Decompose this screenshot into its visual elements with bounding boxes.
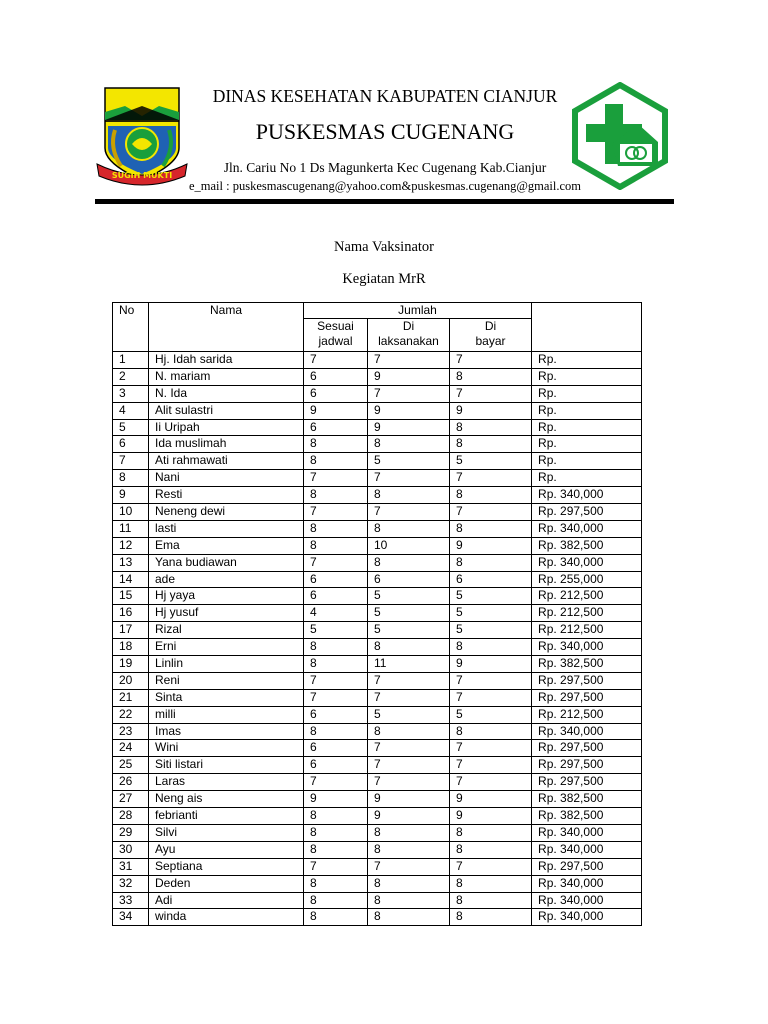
cell-sesuai: 7: [304, 672, 368, 689]
header-sesuai-line2: jadwal: [318, 334, 353, 348]
cell-dilaksanakan: 8: [368, 436, 450, 453]
cell-sesuai: 6: [304, 757, 368, 774]
cell-dibayar: 8: [450, 909, 532, 926]
cell-sesuai: 9: [304, 402, 368, 419]
header-no: No: [113, 303, 149, 352]
header-dibayar-line2: bayar: [475, 334, 506, 348]
table-row: [113, 639, 642, 656]
cell-dibayar: 8: [450, 520, 532, 537]
cell-nama: Hj yaya: [149, 588, 304, 605]
cianjur-crest-logo: [95, 86, 189, 186]
cell-sesuai: 8: [304, 656, 368, 673]
table-row: [113, 858, 642, 875]
cell-nama: Yana budiawan: [149, 554, 304, 571]
cell-no: 1: [113, 352, 149, 369]
cell-no: 24: [113, 740, 149, 757]
header-sesuai-jadwal: [304, 319, 368, 352]
cell-dilaksanakan: 7: [368, 689, 450, 706]
table-row: [113, 656, 642, 673]
table-row: [113, 892, 642, 909]
cell-nama: Hj. Idah sarida: [149, 352, 304, 369]
cell-sesuai: 6: [304, 571, 368, 588]
table-row: [113, 352, 642, 369]
cell-no: 19: [113, 656, 149, 673]
cell-sesuai: 6: [304, 419, 368, 436]
cell-nama: Reni: [149, 672, 304, 689]
cell-no: 12: [113, 537, 149, 554]
cell-dibayar: 7: [450, 858, 532, 875]
cell-nama: Ida muslimah: [149, 436, 304, 453]
cell-dibayar: 5: [450, 706, 532, 723]
cell-sesuai: 7: [304, 470, 368, 487]
cell-no: 27: [113, 791, 149, 808]
cell-no: 23: [113, 723, 149, 740]
cell-sesuai: 4: [304, 605, 368, 622]
cell-sesuai: 8: [304, 892, 368, 909]
table-row: [113, 689, 642, 706]
cell-biaya: Rp. 297,500: [532, 672, 642, 689]
cell-sesuai: 7: [304, 858, 368, 875]
cell-no: 6: [113, 436, 149, 453]
cell-nama: Rizal: [149, 622, 304, 639]
cell-no: 22: [113, 706, 149, 723]
cell-dilaksanakan: 7: [368, 740, 450, 757]
cell-dibayar: 8: [450, 824, 532, 841]
cell-nama: Septiana: [149, 858, 304, 875]
cell-dilaksanakan: 7: [368, 858, 450, 875]
cell-nama: N. Ida: [149, 385, 304, 402]
table-row: [113, 487, 642, 504]
cell-nama: milli: [149, 706, 304, 723]
cell-nama: ade: [149, 571, 304, 588]
table-row: [113, 706, 642, 723]
cell-nama: winda: [149, 909, 304, 926]
cell-dibayar: 7: [450, 352, 532, 369]
cell-no: 16: [113, 605, 149, 622]
activity-title: Kegiatan MrR: [342, 271, 426, 287]
table-row: [113, 740, 642, 757]
cell-dilaksanakan: 5: [368, 588, 450, 605]
table-row: [113, 537, 642, 554]
cell-biaya: Rp. 212,500: [532, 605, 642, 622]
cell-dibayar: 5: [450, 622, 532, 639]
cell-sesuai: 7: [304, 774, 368, 791]
vaccinator-title: Nama Vaksinator: [334, 239, 434, 255]
cell-dibayar: 8: [450, 436, 532, 453]
cell-sesuai: 7: [304, 352, 368, 369]
cell-sesuai: 8: [304, 841, 368, 858]
cell-no: 10: [113, 504, 149, 521]
cell-biaya: Rp. 212,500: [532, 588, 642, 605]
cell-sesuai: 8: [304, 487, 368, 504]
cell-no: 7: [113, 453, 149, 470]
cell-no: 8: [113, 470, 149, 487]
cell-sesuai: 6: [304, 740, 368, 757]
cell-dilaksanakan: 5: [368, 622, 450, 639]
cell-sesuai: 7: [304, 504, 368, 521]
cell-dilaksanakan: 8: [368, 909, 450, 926]
cell-dilaksanakan: 8: [368, 487, 450, 504]
cell-sesuai: 6: [304, 588, 368, 605]
cell-biaya: Rp. 382,500: [532, 656, 642, 673]
cell-biaya: Rp. 297,500: [532, 504, 642, 521]
cell-no: 21: [113, 689, 149, 706]
cell-biaya: Rp. 297,500: [532, 740, 642, 757]
cell-dilaksanakan: 5: [368, 706, 450, 723]
cell-sesuai: 8: [304, 824, 368, 841]
cell-dibayar: 8: [450, 892, 532, 909]
header-nama: Nama: [149, 303, 304, 352]
cell-no: 13: [113, 554, 149, 571]
cell-no: 20: [113, 672, 149, 689]
cell-biaya: Rp. 255,000: [532, 571, 642, 588]
cell-no: 17: [113, 622, 149, 639]
cell-dilaksanakan: 7: [368, 774, 450, 791]
cell-dilaksanakan: 6: [368, 571, 450, 588]
cell-dibayar: 8: [450, 419, 532, 436]
cell-biaya: Rp.: [532, 453, 642, 470]
cell-no: 3: [113, 385, 149, 402]
table-row: [113, 520, 642, 537]
table-row: [113, 909, 642, 926]
cell-dibayar: 7: [450, 470, 532, 487]
cell-no: 2: [113, 368, 149, 385]
cell-no: 30: [113, 841, 149, 858]
cell-dilaksanakan: 9: [368, 808, 450, 825]
cell-sesuai: 6: [304, 385, 368, 402]
cell-sesuai: 8: [304, 537, 368, 554]
cell-biaya: Rp. 297,500: [532, 858, 642, 875]
table-row: [113, 504, 642, 521]
cell-no: 9: [113, 487, 149, 504]
cell-biaya: Rp. 212,500: [532, 706, 642, 723]
table-row: [113, 757, 642, 774]
cell-nama: Ii Uripah: [149, 419, 304, 436]
cell-nama: Silvi: [149, 824, 304, 841]
cell-biaya: Rp. 340,000: [532, 824, 642, 841]
cell-biaya: Rp. 340,000: [532, 892, 642, 909]
cell-nama: Nani: [149, 470, 304, 487]
table-row: [113, 470, 642, 487]
cell-dibayar: 9: [450, 656, 532, 673]
cell-no: 33: [113, 892, 149, 909]
header-dilaksanakan-line1: Di: [402, 319, 415, 333]
cell-biaya: Rp.: [532, 368, 642, 385]
cell-no: 26: [113, 774, 149, 791]
cell-biaya: Rp. 382,500: [532, 808, 642, 825]
cell-dilaksanakan: 8: [368, 639, 450, 656]
cell-dilaksanakan: 5: [368, 605, 450, 622]
cell-dibayar: 7: [450, 757, 532, 774]
cell-biaya: Rp. 340,000: [532, 554, 642, 571]
table-row: [113, 402, 642, 419]
cell-nama: Erni: [149, 639, 304, 656]
table-row: [113, 554, 642, 571]
cell-dilaksanakan: 9: [368, 791, 450, 808]
cell-biaya: Rp. 212,500: [532, 622, 642, 639]
table-row: [113, 672, 642, 689]
cell-nama: Ayu: [149, 841, 304, 858]
cell-dibayar: 8: [450, 841, 532, 858]
cell-biaya: Rp. 382,500: [532, 791, 642, 808]
cell-no: 11: [113, 520, 149, 537]
table-row: [113, 605, 642, 622]
cell-nama: Alit sulastri: [149, 402, 304, 419]
cell-dilaksanakan: 7: [368, 385, 450, 402]
cell-biaya: Rp. 297,500: [532, 774, 642, 791]
cell-no: 32: [113, 875, 149, 892]
cell-dilaksanakan: 9: [368, 368, 450, 385]
cell-no: 29: [113, 824, 149, 841]
table-body: [113, 352, 642, 926]
cell-biaya: Rp.: [532, 385, 642, 402]
header-dilaksanakan-line2: laksanakan: [378, 334, 439, 348]
cell-dilaksanakan: 11: [368, 656, 450, 673]
cell-nama: Neneng dewi: [149, 504, 304, 521]
cell-nama: Laras: [149, 774, 304, 791]
cell-nama: Wini: [149, 740, 304, 757]
cell-biaya: Rp. 340,000: [532, 909, 642, 926]
header-dibayar: [450, 319, 532, 352]
cell-biaya: Rp.: [532, 470, 642, 487]
office-name: DINAS KESEHATAN KABUPATEN CIANJUR: [212, 86, 558, 106]
cell-biaya: Rp. 297,500: [532, 757, 642, 774]
cell-sesuai: 7: [304, 689, 368, 706]
cell-dilaksanakan: 7: [368, 757, 450, 774]
cell-biaya: Rp. 340,000: [532, 520, 642, 537]
email-line: e_mail : puskesmascugenang@yahoo.com&puskesmas.cugenang@gmail.com: [188, 179, 582, 193]
cell-nama: Hj yusuf: [149, 605, 304, 622]
cell-sesuai: 8: [304, 639, 368, 656]
puskesmas-name: PUSKESMAS CUGENANG: [255, 119, 515, 144]
cell-dibayar: 7: [450, 672, 532, 689]
cell-nama: Neng ais: [149, 791, 304, 808]
cell-biaya: Rp. 340,000: [532, 723, 642, 740]
cell-sesuai: 8: [304, 436, 368, 453]
cell-dilaksanakan: 5: [368, 453, 450, 470]
cell-dibayar: 8: [450, 723, 532, 740]
cell-biaya: Rp. 297,500: [532, 689, 642, 706]
cell-nama: Resti: [149, 487, 304, 504]
cell-biaya: Rp.: [532, 402, 642, 419]
table-row: [113, 841, 642, 858]
cell-no: 25: [113, 757, 149, 774]
cell-sesuai: 8: [304, 808, 368, 825]
cell-sesuai: 9: [304, 791, 368, 808]
cell-dibayar: 7: [450, 504, 532, 521]
table-row: [113, 791, 642, 808]
table-row: [113, 571, 642, 588]
header-biaya: [532, 303, 642, 352]
header-dibayar-line1: Di: [484, 319, 497, 333]
cell-dilaksanakan: 7: [368, 470, 450, 487]
vaccination-table: [112, 302, 642, 926]
cell-nama: Linlin: [149, 656, 304, 673]
puskesmas-logo: [570, 82, 670, 190]
cell-biaya: Rp. 340,000: [532, 487, 642, 504]
cell-nama: Ati rahmawati: [149, 453, 304, 470]
cell-nama: febrianti: [149, 808, 304, 825]
cell-dilaksanakan: 9: [368, 419, 450, 436]
cell-dilaksanakan: 8: [368, 723, 450, 740]
cell-nama: Ema: [149, 537, 304, 554]
cell-no: 14: [113, 571, 149, 588]
header-sesuai-line1: Sesuai: [317, 319, 354, 333]
cell-no: 15: [113, 588, 149, 605]
address: Jln. Cariu No 1 Ds Magunkerta Kec Cugenang Kab.Cianjur: [223, 160, 547, 175]
table-row: [113, 808, 642, 825]
table-row: [113, 588, 642, 605]
crest-motto: SUGIH MUKTI: [111, 171, 173, 180]
cell-sesuai: 5: [304, 622, 368, 639]
cell-nama: lasti: [149, 520, 304, 537]
cell-dibayar: 7: [450, 774, 532, 791]
table-row: [113, 419, 642, 436]
cell-dibayar: 8: [450, 368, 532, 385]
table-row: [113, 774, 642, 791]
cell-nama: Imas: [149, 723, 304, 740]
table-row: [113, 622, 642, 639]
cell-dilaksanakan: 8: [368, 824, 450, 841]
table-row: [113, 436, 642, 453]
cell-biaya: Rp.: [532, 436, 642, 453]
cell-dibayar: 9: [450, 791, 532, 808]
cell-no: 18: [113, 639, 149, 656]
cell-no: 5: [113, 419, 149, 436]
cell-dilaksanakan: 7: [368, 352, 450, 369]
cell-dilaksanakan: 7: [368, 504, 450, 521]
table-row: [113, 453, 642, 470]
table-row: [113, 723, 642, 740]
cell-sesuai: 8: [304, 909, 368, 926]
cell-dilaksanakan: 8: [368, 892, 450, 909]
cell-biaya: Rp. 340,000: [532, 875, 642, 892]
cell-dilaksanakan: 7: [368, 672, 450, 689]
cell-dilaksanakan: 9: [368, 402, 450, 419]
header-jumlah: Jumlah: [304, 303, 532, 319]
cell-dibayar: 5: [450, 453, 532, 470]
cell-sesuai: 7: [304, 554, 368, 571]
cell-biaya: Rp. 382,500: [532, 537, 642, 554]
header-dilaksanakan: [368, 319, 450, 352]
cell-dilaksanakan: 8: [368, 841, 450, 858]
cell-nama: Sinta: [149, 689, 304, 706]
cell-nama: Siti listari: [149, 757, 304, 774]
cell-biaya: Rp.: [532, 419, 642, 436]
cell-sesuai: 8: [304, 453, 368, 470]
cell-dilaksanakan: 8: [368, 520, 450, 537]
cell-nama: N. mariam: [149, 368, 304, 385]
cell-sesuai: 8: [304, 520, 368, 537]
cell-dibayar: 6: [450, 571, 532, 588]
table-row: [113, 385, 642, 402]
cell-dibayar: 9: [450, 808, 532, 825]
cell-dibayar: 8: [450, 487, 532, 504]
cell-dibayar: 7: [450, 740, 532, 757]
cell-sesuai: 6: [304, 706, 368, 723]
cell-dibayar: 5: [450, 588, 532, 605]
cell-nama: Adi: [149, 892, 304, 909]
cell-no: 34: [113, 909, 149, 926]
cell-dibayar: 7: [450, 385, 532, 402]
cell-biaya: Rp.: [532, 352, 642, 369]
table-row: [113, 875, 642, 892]
cell-dibayar: 9: [450, 402, 532, 419]
cell-sesuai: 8: [304, 723, 368, 740]
header-rule: [95, 199, 674, 204]
table-row: [113, 368, 642, 385]
cell-dilaksanakan: 10: [368, 537, 450, 554]
cell-no: 4: [113, 402, 149, 419]
cell-biaya: Rp. 340,000: [532, 841, 642, 858]
cell-dibayar: 7: [450, 689, 532, 706]
cell-no: 28: [113, 808, 149, 825]
table-row: [113, 824, 642, 841]
cell-no: 31: [113, 858, 149, 875]
cell-biaya: Rp. 340,000: [532, 639, 642, 656]
cell-dibayar: 5: [450, 605, 532, 622]
cell-dibayar: 8: [450, 875, 532, 892]
cell-dilaksanakan: 8: [368, 554, 450, 571]
cell-sesuai: 8: [304, 875, 368, 892]
cell-dilaksanakan: 8: [368, 875, 450, 892]
cell-nama: Deden: [149, 875, 304, 892]
cell-dibayar: 8: [450, 639, 532, 656]
cell-sesuai: 6: [304, 368, 368, 385]
cell-dibayar: 9: [450, 537, 532, 554]
cell-dibayar: 8: [450, 554, 532, 571]
